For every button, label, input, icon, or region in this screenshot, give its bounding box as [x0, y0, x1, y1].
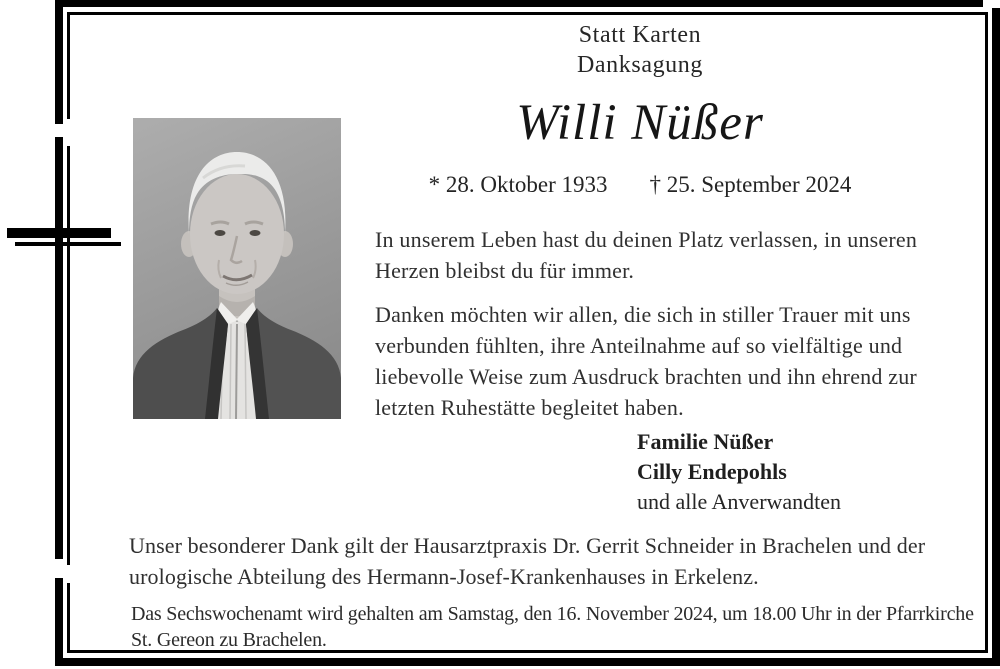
frame-left-thick-middle	[55, 137, 63, 559]
paragraph-special-thanks	[129, 530, 925, 592]
birth-date: * 28. Oktober 1933	[428, 172, 608, 197]
frame-right-thick	[992, 8, 1000, 666]
paragraph-memorial	[375, 224, 917, 286]
frame-left-thick-upper	[55, 0, 63, 124]
frame-right-thin	[985, 12, 988, 653]
frame-left-thin-upper	[67, 12, 70, 119]
cross-arm-thin	[15, 242, 121, 246]
frame-top-thin	[67, 12, 988, 15]
paragraph-service-announcement	[131, 601, 974, 653]
paragraph-line: liebevolle Weise zum Ausdruck brachten und ihn ehrend zur	[375, 364, 917, 389]
death-date: † 25. September 2024	[649, 172, 852, 197]
frame-left-thin-lower	[67, 583, 70, 650]
mourner-name: Cilly Endepohls	[637, 459, 787, 484]
cross-arm-thick	[7, 228, 111, 238]
frame-bottom-thick	[55, 658, 1000, 666]
paragraph-line: Unser besonderer Dank gilt der Hausarztpraxis Dr. Gerrit Schneider in Brachelen und der	[129, 533, 926, 558]
pre-title: Statt Karten	[578, 22, 702, 48]
paragraph-line: Das Sechswochenamt wird gehalten am Samstag, den 16. November 2024, um 18.00 Uhr in der Pfarrkirche	[131, 603, 974, 625]
frame-left-thick-lower	[55, 578, 63, 666]
mourner-family: Familie Nüßer	[637, 429, 774, 454]
life-dates	[375, 172, 905, 198]
frame-top-thick	[55, 0, 983, 7]
paragraph-line: verbunden fühlten, ihre Anteilnahme auf so vielfältige und	[375, 333, 903, 358]
paragraph-line: letzten Ruhestätte begleitet haben.	[375, 395, 684, 420]
notice-title: Danksagung	[577, 52, 703, 78]
paragraph-line: Herzen bleibst du für immer.	[375, 258, 635, 283]
portrait-illustration	[133, 118, 341, 419]
deceased-name: Willi Nüßer	[516, 95, 764, 151]
paragraph-line: St. Gereon zu Brachelen.	[131, 629, 327, 651]
paragraph-thanks-general	[375, 299, 917, 423]
mourner-relatives: und alle Anverwandten	[637, 489, 842, 514]
mourners-block	[637, 427, 841, 517]
paragraph-line: Danken möchten wir allen, die sich in stiller Trauer mit uns	[375, 302, 911, 327]
frame-left-thin-middle	[67, 146, 70, 565]
paragraph-line: urologische Abteilung des Hermann-Josef-Krankenhauses in Erkelenz.	[129, 564, 759, 589]
portrait-photo	[133, 118, 341, 419]
paragraph-line: In unserem Leben hast du deinen Platz verlassen, in unseren	[375, 227, 918, 252]
